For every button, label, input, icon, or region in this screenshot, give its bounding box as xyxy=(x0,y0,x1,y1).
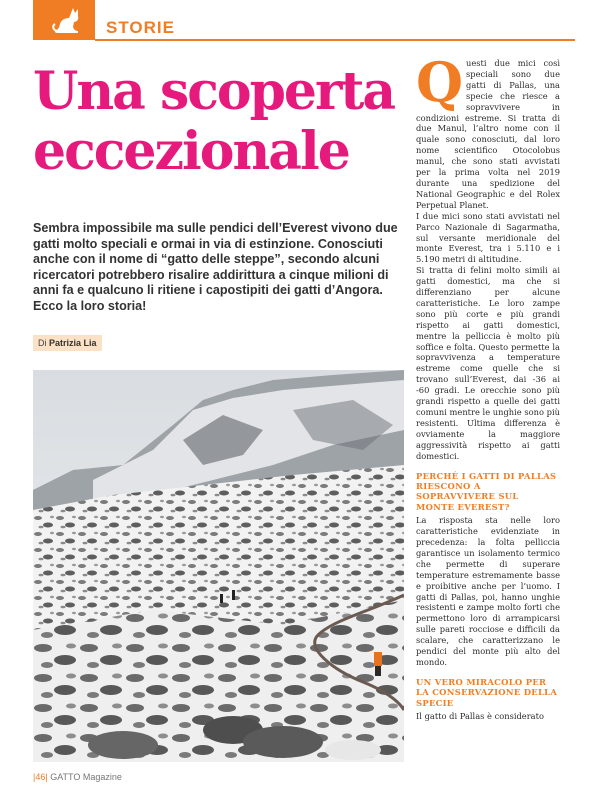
subhead-2: UN VERO MIRACOLO PER LA CONSERVAZIONE DELLA SPECIE xyxy=(416,676,558,708)
page-number-prefix: | xyxy=(33,772,36,782)
paragraph-5: Il gatto di Pallas è considerato xyxy=(416,711,544,722)
byline xyxy=(33,335,102,351)
paragraph-4: La risposta sta nelle loro caratteristiche evidenziate in precedenza: la folta pelliccia garantisce un isolamento termico che permette di superare temperature estremamente basse e proibitive anche per l’uomo. I gatti di Pallas, poi, hanno unghie resistenti e zampe molto forti che permettono loro di arrampicarsi sulle pareti rocciose e difficili da scalare, che caratterizzano le pendici del monte più alto del mondo. xyxy=(416,515,560,667)
everest-photo xyxy=(33,370,404,762)
section-label: STORIE xyxy=(106,18,175,37)
dropcap: Q xyxy=(416,50,464,114)
page-number: 46 xyxy=(35,772,46,782)
section-tab xyxy=(33,0,95,40)
magazine-name: GATTO Magazine xyxy=(50,772,122,782)
section-rule xyxy=(95,39,575,41)
intro-paragraph xyxy=(416,50,560,211)
body-column xyxy=(416,50,560,722)
subhead-1: PERCHÉ I GATTI DI PALLAS RIESCONO A SOPRAVVIVERE SUL MONTE EVEREST? xyxy=(416,470,557,512)
headline: Una scoperta eccezionale xyxy=(33,61,395,182)
paragraph-1: uesti due mici così speciali sono due gatti di Pallas, una specie che riesce a sopravvivere in condizioni estreme. Si tratta di due Manul, l’altro nome con il quale sono conosciuti, dal loro nome scientifico Otocolobus manul, che sono stati avvistati per la prima volta nel 2019 durante una spedizione del National Geographic e del Rolex Perpetual Planet. xyxy=(416,58,560,210)
byline-prefix: Di xyxy=(38,338,47,348)
page-number-suffix: | xyxy=(45,772,48,782)
standfirst: Sembra impossibile ma sulle pendici dell’Everest vivono due gatti molto speciali e ormai in via di estinzione. Conosciuti anche con il nome di “gatto delle steppe”, secondo alcuni ricercatori potrebbero risalire addirittura a cinque milioni di anni fa e qualcuno li ritiene i capostipiti dei gatti d’Angora. Ecco la loro storia! xyxy=(33,221,398,313)
byline-author: Patrizia Lia xyxy=(49,338,97,348)
paragraph-2: I due mici sono stati avvistati nel Parco Nazionale di Sagarmatha, sul versante meridionale del monte Everest, tra i 5.110 e i 5.190 metri di altitudine. xyxy=(416,210,560,265)
paragraph-3: Si tratta di felini molto simili ai gatti domestici, ma che si differenziano per alcune caratteristiche. Le loro zampe sono più corte e più grandi rispetto ai gatti domestici, mentre la pelliccia è molto più soffice e folta. Questo permette la sopravvivenza a temperature estreme come quelle che si trovano sull’Everest, dai -36 ai -60 gradi. Le orecchie sono più grandi rispetto a quelle dei gatti comuni mentre le unghie sono più resistenti. Ultima differenza è ovviamente la maggiore aggressività rispetto ai gatti domestici. xyxy=(416,265,560,461)
page-footer xyxy=(33,772,122,782)
cat-icon xyxy=(51,5,81,35)
everest-landscape-image xyxy=(33,370,404,762)
